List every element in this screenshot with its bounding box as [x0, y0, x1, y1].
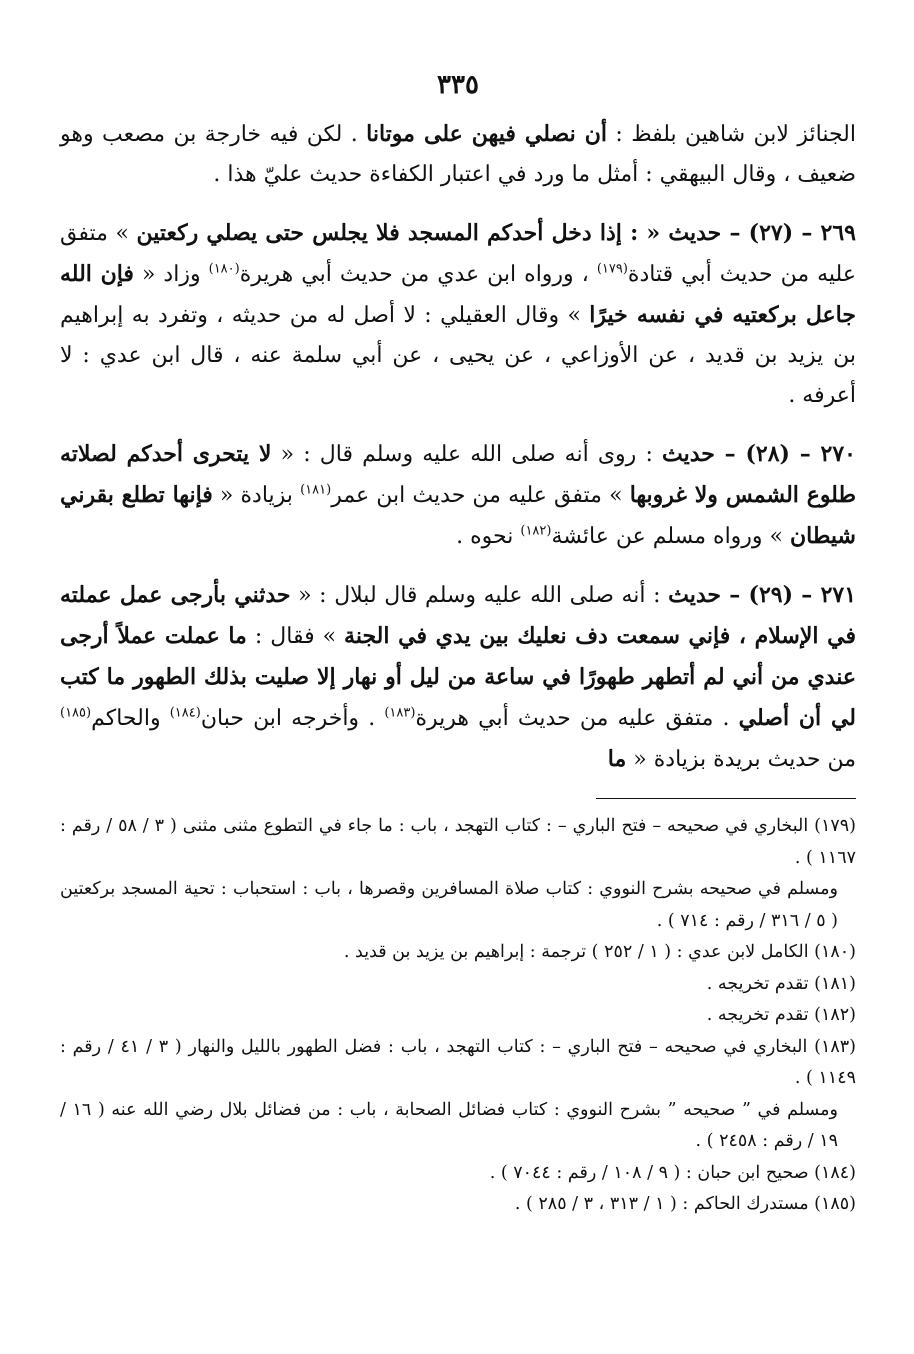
footnotes — [60, 811, 856, 1221]
footnote-ref[interactable]: (١٨٤) — [169, 705, 201, 721]
text-segment: » ورواه مسلم عن عائشة — [551, 524, 791, 549]
text-segment: : روى أنه صلى الله عليه وسلم قال : « — [271, 442, 662, 467]
text-segment: . متفق عليه من حديث أبي هريرة — [415, 706, 739, 731]
footnote-185: (١٨٥) مستدرك الحاكم : ( ١ / ٣١٣ ، ٣ / ٢٨٥ ) . — [514, 1194, 856, 1214]
paragraph-1 — [60, 114, 856, 195]
paragraph-hadith-271 — [60, 575, 856, 780]
bold-segment: أن نصلي فيهن على موتانا — [366, 121, 608, 147]
text-segment: . لكن فيه خارجة بن مصعب وهو ضعيف ، وقال البيهقي : أمثل ما ورد في اعتبار الكفاءة حديث عليّ هذا . — [60, 122, 856, 187]
footnote-ref[interactable]: (١٨١) — [300, 482, 332, 498]
bold-segment: ما — [607, 746, 627, 772]
text-segment: . وأخرجه ابن حبان — [200, 706, 385, 731]
hadith-heading: ٢٧١ – (٢٩) – حديث — [668, 582, 857, 608]
document-page — [60, 70, 856, 1221]
text-segment: » وقال العقيلي : لا أصل له من حديثه ، وتفرد به إبراهيم بن يزيد بن قديد ، عن الأوزاعي ، عن يحيى ، عن أبي سلمة عنه ، قال ابن عدي : لا أعرفه . — [60, 303, 856, 408]
footnote-179: (١٧٩) البخاري في صحيحه – فتح الباري – : كتاب التهجد ، باب : ما جاء في التطوع مثنى مثنى ( ٣ / ٥٨ / رقم : ١١٦٧ ) . — [60, 816, 856, 868]
footnote-179-continuation: ومسلم في صحيحه بشرح النووي : كتاب صلاة المسافرين وقصرها ، باب : استحباب : تحية المسجد بركعتين ( ٥ / ٣١٦ / رقم : ٧١٤ ) . — [60, 879, 838, 931]
text-segment: من حديث بريدة بزيادة « — [626, 747, 856, 772]
footnote-181: (١٨١) تقدم تخريجه . — [706, 973, 856, 994]
paragraph-hadith-269 — [60, 213, 856, 416]
footnote-184: (١٨٤) صحيح ابن حبان : ( ٩ / ١٠٨ / رقم : ٧٠٤٤ ) . — [489, 1162, 856, 1183]
bold-segment: حدثني بأرجى عمل عملته في الإسلام ، فإني سمعت دف نعليك بين يدي في الجنة — [60, 582, 856, 649]
footnote-183: (١٨٣) البخاري في صحيحه – فتح الباري – : كتاب التهجد ، باب : فضل الطهور بالليل والنهار ( ٣ / ٤١ / رقم : ١١٤٩ ) . — [60, 1036, 856, 1088]
main-text — [60, 114, 856, 780]
hadith-heading: ٢٦٩ – (٢٧) – حديث « : إذا دخل أحدكم المسجد فلا يجلس حتى يصلي ركعتين — [136, 220, 856, 246]
footnote-ref[interactable]: (١٨٢) — [520, 523, 552, 539]
text-segment: » متفق عليه من حديث ابن عمر — [331, 483, 630, 508]
footnote-ref[interactable]: (١٨٠) — [208, 261, 240, 277]
hadith-heading: ٢٧٠ – (٢٨) – حديث — [662, 441, 856, 467]
bold-segment: فإنها تطلع بقرني شيطان — [60, 482, 856, 549]
bold-segment: ما عملت عملاً أرجى عندي من أني لم أتطهر طهورًا في ساعة من ليل أو نهار إلا صليت بذلك الطهور ما كتب لي أن أصلي — [60, 623, 856, 731]
footnote-ref[interactable]: (١٧٩) — [596, 261, 628, 277]
text-segment: : أنه صلى الله عليه وسلم قال لبلال : « — [290, 583, 669, 608]
text-segment: » فقال : — [246, 624, 345, 649]
text-segment: نحوه . — [456, 524, 521, 549]
bold-segment: لا يتحرى أحدكم لصلاته طلوع الشمس ولا غروبها — [60, 441, 856, 508]
page-number: ٣٣٥ — [437, 70, 479, 100]
text-segment: والحاكم — [91, 706, 170, 731]
text-segment: بزيادة « — [212, 483, 301, 508]
footnote-ref[interactable]: (١٨٥) — [60, 705, 92, 721]
text-segment: الجنائز لابن شاهين بلفظ : — [607, 122, 856, 147]
footnote-183-continuation: ومسلم في ” صحيحه ” بشرح النووي : كتاب فضائل الصحابة ، باب : من فضائل بلال رضي الله عنه ( ١٦ / ١٩ / رقم : ٢٤٥٨ ) . — [60, 1099, 838, 1151]
text-segment: وزاد « — [133, 262, 209, 287]
footnote-divider — [596, 798, 856, 799]
footnote-ref[interactable]: (١٨٣) — [384, 705, 416, 721]
paragraph-hadith-270 — [60, 434, 856, 557]
text-segment: ، ورواه ابن عدي من حديث أبي هريرة — [239, 262, 597, 287]
bold-segment: فإن الله جاعل بركعتيه في نفسه خيرًا — [60, 261, 856, 328]
footnote-180: (١٨٠) الكامل لابن عدي : ( ١ / ٢٥٢ ) ترجمة : إبراهيم بن يزيد بن قديد . — [343, 942, 856, 962]
footnote-182: (١٨٢) تقدم تخريجه . — [706, 1005, 856, 1025]
text-segment: » متفق عليه من حديث أبي قتادة — [60, 221, 856, 287]
